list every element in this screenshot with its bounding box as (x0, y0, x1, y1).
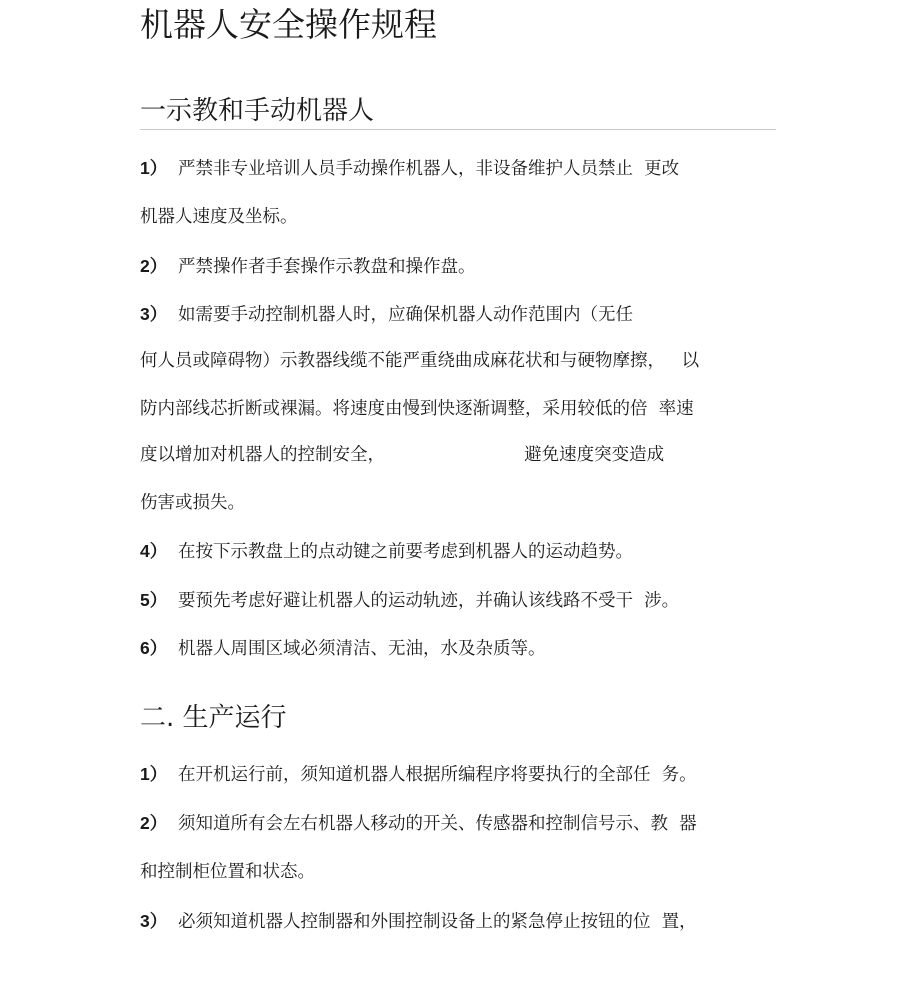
section-heading-production: 二. 生产运行 (140, 703, 287, 733)
item-text: 和控制柜位置和状态。 (140, 862, 315, 882)
item-text: 何人员或障碍物）示教器线缆不能严重绕曲成麻花状和与硬物摩擦， 以 (140, 351, 700, 371)
item-text: 机器人速度及坐标。 (140, 207, 298, 227)
item-number: 3） (140, 911, 168, 931)
rule-line (140, 635, 546, 662)
rule-line (140, 442, 664, 468)
section-divider (140, 129, 776, 130)
item-number: 1） (140, 158, 168, 178)
rule-line (140, 538, 633, 565)
item-text: 须知道所有会左右机器人移动的开关、传感器和控制信号示、教 器 (178, 814, 697, 834)
item-number: 2） (140, 813, 168, 833)
rule-line (140, 253, 476, 280)
item-number: 6） (140, 638, 168, 658)
rule-line (140, 490, 245, 516)
rule-line (140, 396, 694, 422)
rule-line (140, 348, 699, 374)
rule-line (140, 761, 697, 788)
item-number: 3） (140, 304, 168, 324)
section-heading-teaching: 一示教和手动机器人 (140, 96, 375, 126)
rule-line (140, 908, 697, 935)
rule-line (140, 155, 679, 182)
rule-line (140, 810, 697, 837)
item-text: 机器人周围区域必须清洁、无油，水及杂质等。 (178, 639, 546, 659)
item-number: 1） (140, 764, 168, 784)
item-text: 要预先考虑好避让机器人的运动轨迹，并确认该线路不受干 涉。 (178, 591, 680, 611)
item-text: 必须知道机器人控制器和外围控制设备上的紧急停止按钮的位 置， (178, 912, 697, 932)
item-text: 严禁非专业培训人员手动操作机器人，非设备维护人员禁止 更改 (178, 159, 680, 179)
rule-line (140, 204, 298, 230)
item-text: 如需要手动控制机器人时，应确保机器人动作范围内（无任 (178, 305, 633, 325)
rule-line (140, 301, 633, 328)
item-text: 防内部线芯折断或裸漏。将速度由慢到快逐渐调整，采用较低的倍 率速 (140, 399, 694, 419)
item-text: 度以增加对机器人的控制安全， 避免速度突变造成 (140, 445, 665, 465)
item-number: 4） (140, 541, 168, 561)
item-number: 5） (140, 590, 168, 610)
item-number: 2） (140, 256, 168, 276)
item-text: 在按下示教盘上的点动键之前要考虑到机器人的运动趋势。 (178, 542, 633, 562)
page-title: 机器人安全操作规程 (140, 5, 437, 44)
item-text: 严禁操作者手套操作示教盘和操作盘。 (178, 257, 476, 277)
rule-line (140, 859, 315, 885)
item-text: 伤害或损失。 (140, 493, 245, 513)
item-text: 在开机运行前，须知道机器人根据所编程序将要执行的全部任 务。 (178, 765, 697, 785)
rule-line (140, 587, 679, 614)
